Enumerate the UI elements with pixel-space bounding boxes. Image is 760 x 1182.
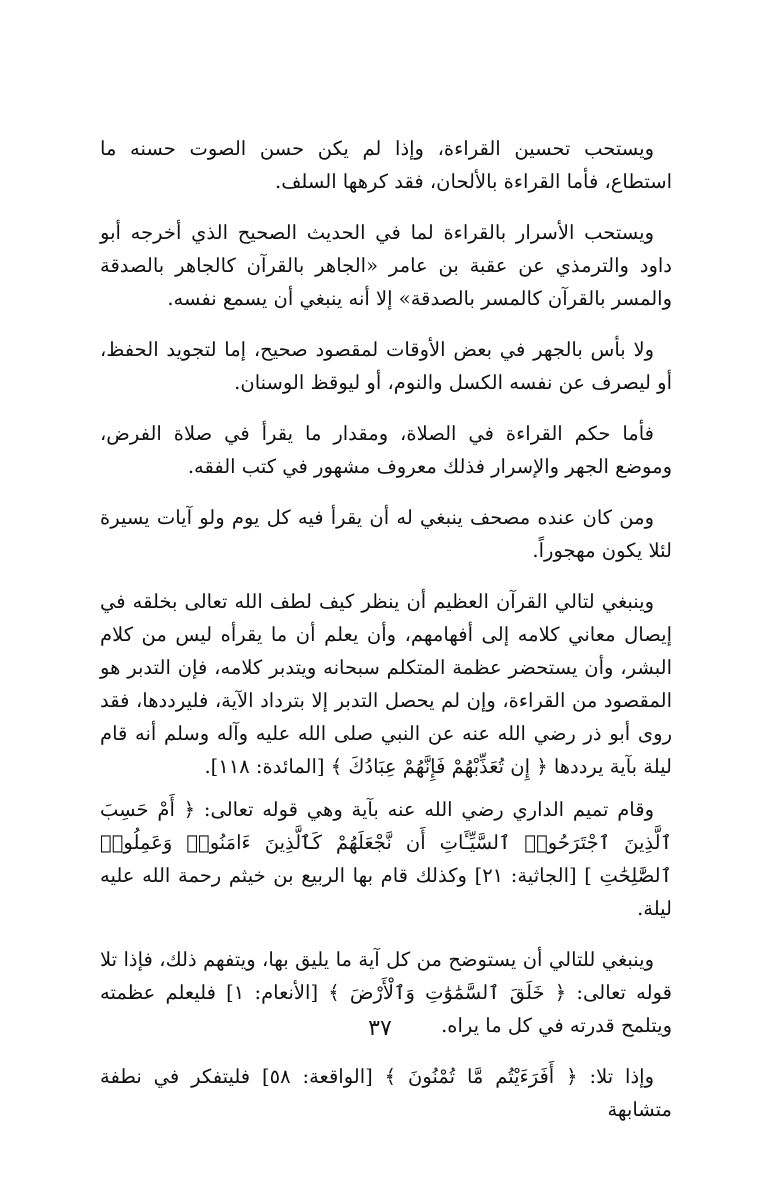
paragraph-loud-recitation: ولا بأس بالجهر في بعض الأوقات لمقصود صحيح، إما لتجويد الحفظ، أو ليصرف عن نفسه الكسل والنوم، أو ليوقظ الوسنان. [100, 338, 672, 394]
page-number: ٣٧ [368, 1016, 392, 1041]
paragraph-contemplation: وينبغي لتالي القرآن العظيم أن ينظر كيف لطف الله تعالى بخلقه في إيصال معاني كلامه إلى أفهامهم، وأن يعلم أن ما يقرأه ليس من كلام البشر، وأن يستحضر عظمة المتكلم سبحانه ويتدبر كلامه، فإن التدبر هو المقصود من القراءة، وإن لم يحصل التدبر إلا بترداد الآية، فليرددها، فقد روى أبو ذر رضي الله عنه عن النبي صلى الله عليه وآله وسلم أنه قام ليلة بآية يرددها ﴿ إِن تُعَذِّبْهُمْ فَإِنَّهُمْ عِبَادُكَ ﴾ [المائدة: ١١٨]. [100, 590, 672, 778]
paragraph-understanding-verses: وينبغي للتالي أن يستوضح من كل آية ما يليق بها، ويتفهم ذلك، فإذا تلا قوله تعالى: ﴿ خَلَقَ ٱلسَّمَٰوَٰتِ وَٱلْأَرْضَ ﴾ [الأنعام: ١] فليعلم عظمته ويتلمح قدرته في كل ما يراه. [100, 948, 672, 1037]
paragraph-recitation-beautify: ويستحب تحسين القراءة، وإذا لم يكن حسن الصوت حسنه ما استطاع، فأما القراءة بالألحان، فقد كرهها السلف. [100, 137, 672, 193]
paragraph-reflection: وإذا تلا: ﴿ أَفَرَءَيْتُم مَّا تُمْنُونَ ﴾ [الواقعة: ٥٨] فليتفكر في نطفة متشابهة [100, 1065, 672, 1121]
paragraph-tamim-aldari: وقام تميم الداري رضي الله عنه بآية وهي قوله تعالى: ﴿ أَمْ حَسِبَ ٱلَّذِينَ ٱجْتَرَحُوا۟ ٱلسَّيِّـَٔاتِ أَن نَّجْعَلَهُمْ كَٱلَّذِينَ ءَامَنُوا۟ وَعَمِلُوا۟ ٱلصَّٰلِحَٰتِ ] [الجاثية: ٢١] وكذلك قام بها الربيع بن خيثم رحمة الله عليه ليلة. [100, 798, 672, 920]
page-body [100, 132, 672, 1144]
paragraph-silent-recitation: ويستحب الأسرار بالقراءة لما في الحديث الصحيح الذي أخرجه أبو داود والترمذي عن عقبة بن عامر «الجاهر بالقرآن كالجاهر بالصدقة والمسر بالقرآن كالمسر بالصدقة» إلا أنه ينبغي أن يسمع نفسه. [100, 221, 672, 310]
paragraph-prayer-recitation: فأما حكم القراءة في الصلاة، ومقدار ما يقرأ في صلاة الفرض، وموضع الجهر والإسرار فذلك معروف مشهور في كتب الفقه. [100, 422, 672, 478]
paragraph-daily-reading: ومن كان عنده مصحف ينبغي له أن يقرأ فيه كل يوم ولو آيات يسيرة لئلا يكون مهجوراً. [100, 506, 672, 562]
